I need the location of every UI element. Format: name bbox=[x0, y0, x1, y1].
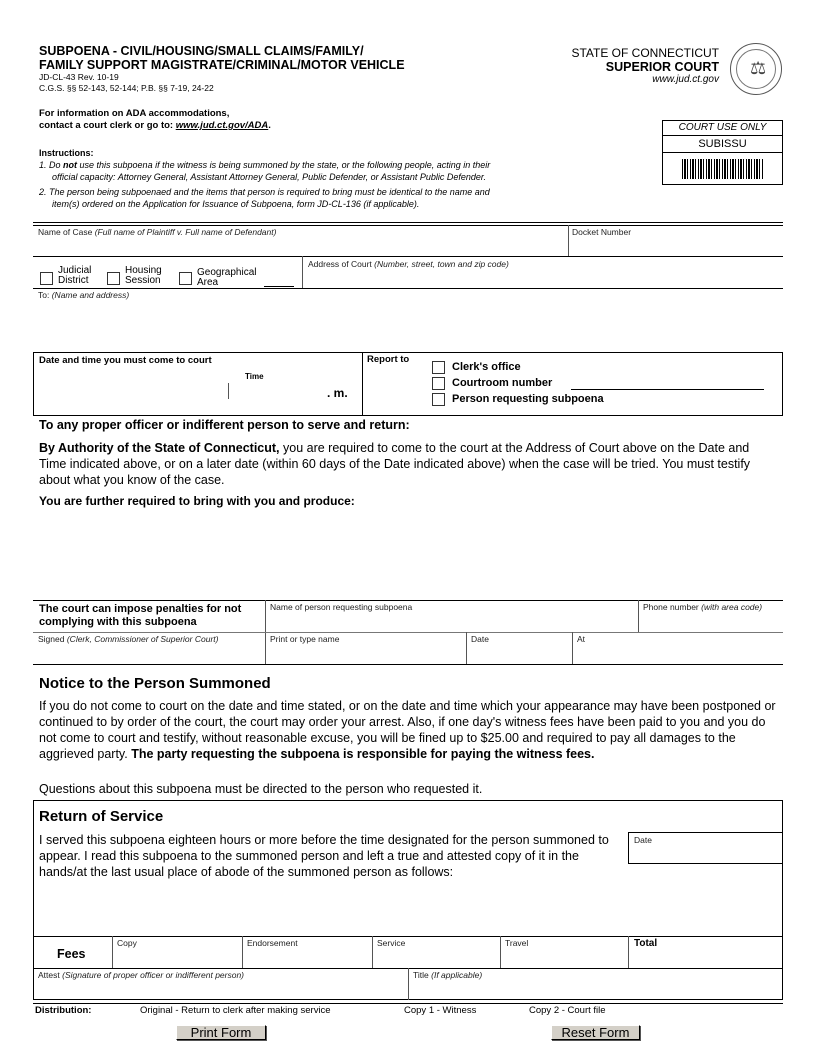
to-label: To: (Name and address) bbox=[38, 290, 130, 300]
produce-label: You are further required to bring with you and produce: bbox=[39, 494, 355, 508]
geographical-area-label: Geographical Area bbox=[197, 267, 257, 288]
judicial-district-checkbox[interactable] bbox=[40, 272, 53, 285]
attest-label: Attest (Signature of proper officer or indifferent person) bbox=[38, 970, 245, 980]
docket-number-label: Docket Number bbox=[572, 227, 632, 237]
to-name-address-input[interactable] bbox=[33, 302, 783, 350]
at-input[interactable] bbox=[574, 645, 782, 663]
print-name-input[interactable] bbox=[267, 645, 464, 663]
travel-fee-label: Travel bbox=[505, 938, 529, 948]
return-date-field[interactable]: Date bbox=[628, 832, 783, 864]
housing-session-checkbox[interactable] bbox=[107, 272, 120, 285]
return-paragraph: I served this subpoena eighteen hours or more before the time designated for the person summoned to appear. I read this subpoena to the summoned person and left a true and attested copy of it in the hands/at the last usual place of abode of the summoned person as follows: bbox=[39, 833, 609, 879]
instructions: Instructions: 1. Do not use this subpoena if the witness is being summoned by the state, or the following people, acting in their official capacity: Attorney General, Assistant Attorney General, Public Defender, or Assistant Public Defender. 2. The person being subpoenaed and the items that person is required to bring must be identical to the name and item(s) ordered on the Application for Issuance of Subpoena, form JD-CL-136 (if applicable). bbox=[39, 148, 491, 209]
clerks-office-checkbox[interactable] bbox=[432, 361, 445, 374]
courtroom-number-input[interactable] bbox=[571, 389, 764, 390]
ada-info: For information on ADA accommodations, contact a court clerk or go to: www.jud.ct.gov/ADA. bbox=[39, 108, 271, 131]
distribution-original: Original - Return to clerk after making service bbox=[140, 1005, 331, 1016]
distribution-label: Distribution: bbox=[35, 1005, 92, 1016]
total-fee-label: Total bbox=[634, 938, 658, 949]
form-title: SUBPOENA - CIVIL/HOUSING/SMALL CLAIMS/FAMILY/ FAMILY SUPPORT MAGISTRATE/CRIMINAL/MOTOR VEHICLE bbox=[39, 44, 405, 72]
return-heading: Return of Service bbox=[39, 808, 164, 825]
signed-date-input[interactable] bbox=[468, 645, 570, 663]
courtroom-checkbox[interactable] bbox=[432, 377, 445, 390]
date-time-label: Date and time you must come to court bbox=[39, 355, 212, 366]
service-fee-label: Service bbox=[377, 938, 406, 948]
service-details-input[interactable] bbox=[39, 880, 779, 934]
command-heading: To any proper officer or indifferent person to serve and return: bbox=[39, 418, 410, 432]
am-pm-label: . m. bbox=[327, 386, 348, 400]
phone-input[interactable] bbox=[640, 613, 782, 631]
notice-heading: Notice to the Person Summoned bbox=[39, 675, 271, 692]
title-label: Title (If applicable) bbox=[413, 970, 483, 980]
barcode-icon bbox=[682, 159, 764, 179]
phone-label: Phone number (with area code) bbox=[643, 602, 763, 612]
time-label: Time bbox=[245, 372, 264, 381]
penalty-notice: The court can impose penalties for not complying with this subpoena bbox=[39, 603, 242, 628]
person-requesting-checkbox[interactable] bbox=[432, 393, 445, 406]
form-meta: JD-CL-43 Rev. 10-19 C.G.S. §§ 52-143, 52-144; P.B. §§ 7-19, 24-22 bbox=[39, 72, 214, 93]
case-name-label: Name of Case (Full name of Plaintiff v. Full name of Defendant) bbox=[38, 227, 277, 237]
ada-link[interactable]: www.jud.ct.gov/ADA bbox=[175, 120, 269, 131]
ga-number-input[interactable] bbox=[264, 286, 294, 287]
print-form-button[interactable]: Print Form bbox=[176, 1025, 266, 1040]
court-address-label: Address of Court (Number, street, town and zip code) bbox=[308, 259, 509, 269]
authority-paragraph: By Authority of the State of Connecticut, you are required to come to the court at the Address of Court above on the Date and Time indicated above, or on a later date (within 60 days of the Date indicated above) when the case will be tried. You must testify about what you know of the case. bbox=[39, 441, 751, 487]
endorsement-fee-label: Endorsement bbox=[247, 938, 298, 948]
court-header: STATE OF CONNECTICUT SUPERIOR COURT www.jud.ct.gov bbox=[571, 46, 719, 85]
notice-paragraph: If you do not come to court on the date and time stated, or on the date and time which your appearance may have been postponed or continued to by order of the court, the court may order your arrest. Also, if one day's witness fees have been paid to you and you do not come to court and testify, without reasonable excuse, you will be fined up to $25.00 and required to pay all damages to the aggrieved party. The party requesting the subpoena is responsible for paying the witness fees. bbox=[39, 699, 776, 761]
reset-form-button[interactable]: Reset Form bbox=[551, 1025, 640, 1040]
time-input[interactable] bbox=[232, 380, 322, 402]
housing-session-label: Housing Session bbox=[125, 265, 162, 286]
requester-name-input[interactable] bbox=[267, 613, 637, 631]
signed-label: Signed (Clerk, Commissioner of Superior Court) bbox=[38, 634, 219, 644]
fees-label: Fees bbox=[57, 947, 86, 961]
court-use-box: COURT USE ONLY SUBISSU bbox=[662, 120, 783, 185]
questions-note: Questions about this subpoena must be directed to the person who requested it. bbox=[39, 782, 483, 796]
signed-date-label: Date bbox=[471, 634, 489, 644]
items-to-produce-input[interactable] bbox=[39, 512, 779, 596]
copy-fee-label: Copy bbox=[117, 938, 137, 948]
case-name-input[interactable] bbox=[33, 236, 568, 256]
print-name-label: Print or type name bbox=[270, 634, 340, 644]
person-requesting-label: Person requesting subpoena bbox=[452, 393, 604, 405]
requester-name-label: Name of person requesting subpoena bbox=[270, 602, 413, 612]
docket-number-input[interactable] bbox=[570, 236, 782, 256]
distribution-copy2: Copy 2 - Court file bbox=[529, 1005, 606, 1016]
court-address-input[interactable] bbox=[304, 268, 782, 288]
report-to-label: Report to bbox=[367, 354, 410, 365]
at-label: At bbox=[577, 634, 586, 644]
distribution-copy1: Copy 1 - Witness bbox=[404, 1005, 477, 1016]
judicial-district-label: Judicial District bbox=[58, 265, 92, 286]
state-seal-icon: ⚖ bbox=[730, 43, 782, 95]
date-input[interactable] bbox=[40, 380, 225, 402]
clerks-office-label: Clerk's office bbox=[452, 361, 521, 373]
courtroom-label: Courtroom number bbox=[452, 377, 553, 389]
geographical-area-checkbox[interactable] bbox=[179, 272, 192, 285]
